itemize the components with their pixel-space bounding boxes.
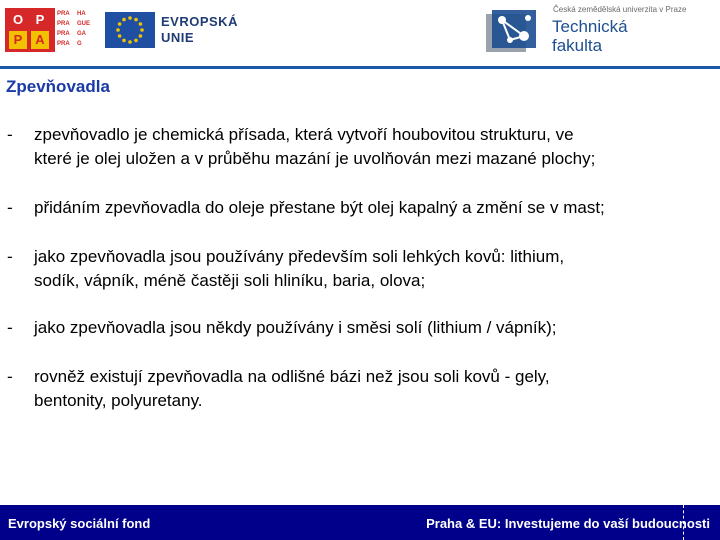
bullet-marker: - <box>7 125 13 144</box>
header-divider <box>0 66 720 69</box>
slide-title: Zpevňovadla <box>6 77 110 96</box>
bullet-text <box>34 316 714 340</box>
oppa-word: G <box>77 41 82 47</box>
bullet-line: bentonity, polyuretany. <box>34 391 203 410</box>
oppa-word: GUE <box>77 21 91 27</box>
bullet-line: jako zpevňovadla jsou někdy používány i směsi solí (lithium / vápník); <box>34 318 557 337</box>
eu-logo <box>105 10 240 52</box>
oppa-word: GA <box>77 31 86 37</box>
oppa-word: PRA <box>57 11 70 17</box>
oppa-logo-words <box>57 10 101 50</box>
bullet-line: sodík, vápník, méně častěji soli hliníku, baria, olova; <box>34 271 426 290</box>
oppa-logo-block <box>5 8 55 52</box>
faculty-emblem-icon <box>480 6 544 58</box>
faculty-name-line1: Technická <box>552 17 628 36</box>
eu-logo-text <box>161 14 238 46</box>
bullet-line: přidáním zpevňovadla do oleje přestane být olej kapalný a změní se v mast; <box>34 198 605 217</box>
oppa-letter-p1: P <box>35 12 45 27</box>
bullet-marker: - <box>7 318 13 337</box>
oppa-logo <box>5 8 101 52</box>
university-name: Česká zemědělská univerzita v Praze <box>553 5 687 14</box>
oppa-word: PRA <box>57 31 70 37</box>
bullet-line: zpevňovadlo je chemická přísada, která vytvoří houbovitou strukturu, ve <box>34 125 574 144</box>
oppa-letter-p2: P <box>9 31 27 49</box>
bullet-line: rovněž existují zpevňovadla na odlišné bázi než jsou soli kovů - gely, <box>34 367 550 386</box>
faculty-logo <box>480 2 716 62</box>
bullet-text <box>34 196 714 220</box>
oppa-letter-a: A <box>31 31 49 49</box>
eu-logo-line2: UNIE <box>161 30 195 45</box>
bullet-line: jako zpevňovadla jsou používány především soli lehkých kovů: lithium, <box>34 247 565 266</box>
bullet-line: které je olej uložen a v průběhu mazání je uvolňován mezi mazané plochy; <box>34 149 596 168</box>
footer-left-text: Evropský sociální fond <box>8 516 151 531</box>
bullet-marker: - <box>7 198 13 217</box>
footer-bar <box>0 505 720 540</box>
header <box>0 0 720 64</box>
bullet-marker: - <box>7 367 13 386</box>
eu-logo-line1: EVROPSKÁ <box>161 14 238 29</box>
bullet-text <box>34 245 714 293</box>
oppa-word: PRA <box>57 21 70 27</box>
bullet-text <box>34 365 714 413</box>
eu-flag-icon <box>105 12 155 48</box>
bullet-marker: - <box>7 247 13 266</box>
bullet-text <box>34 123 714 171</box>
oppa-word: PRA <box>57 41 70 47</box>
oppa-letter-o: O <box>12 12 24 27</box>
footer-divider <box>683 505 686 540</box>
oppa-word: HA <box>77 11 86 17</box>
faculty-name-line2: fakulta <box>552 36 603 55</box>
footer-right-text: Praha & EU: Investujeme do vaší budoucnosti <box>426 516 710 531</box>
